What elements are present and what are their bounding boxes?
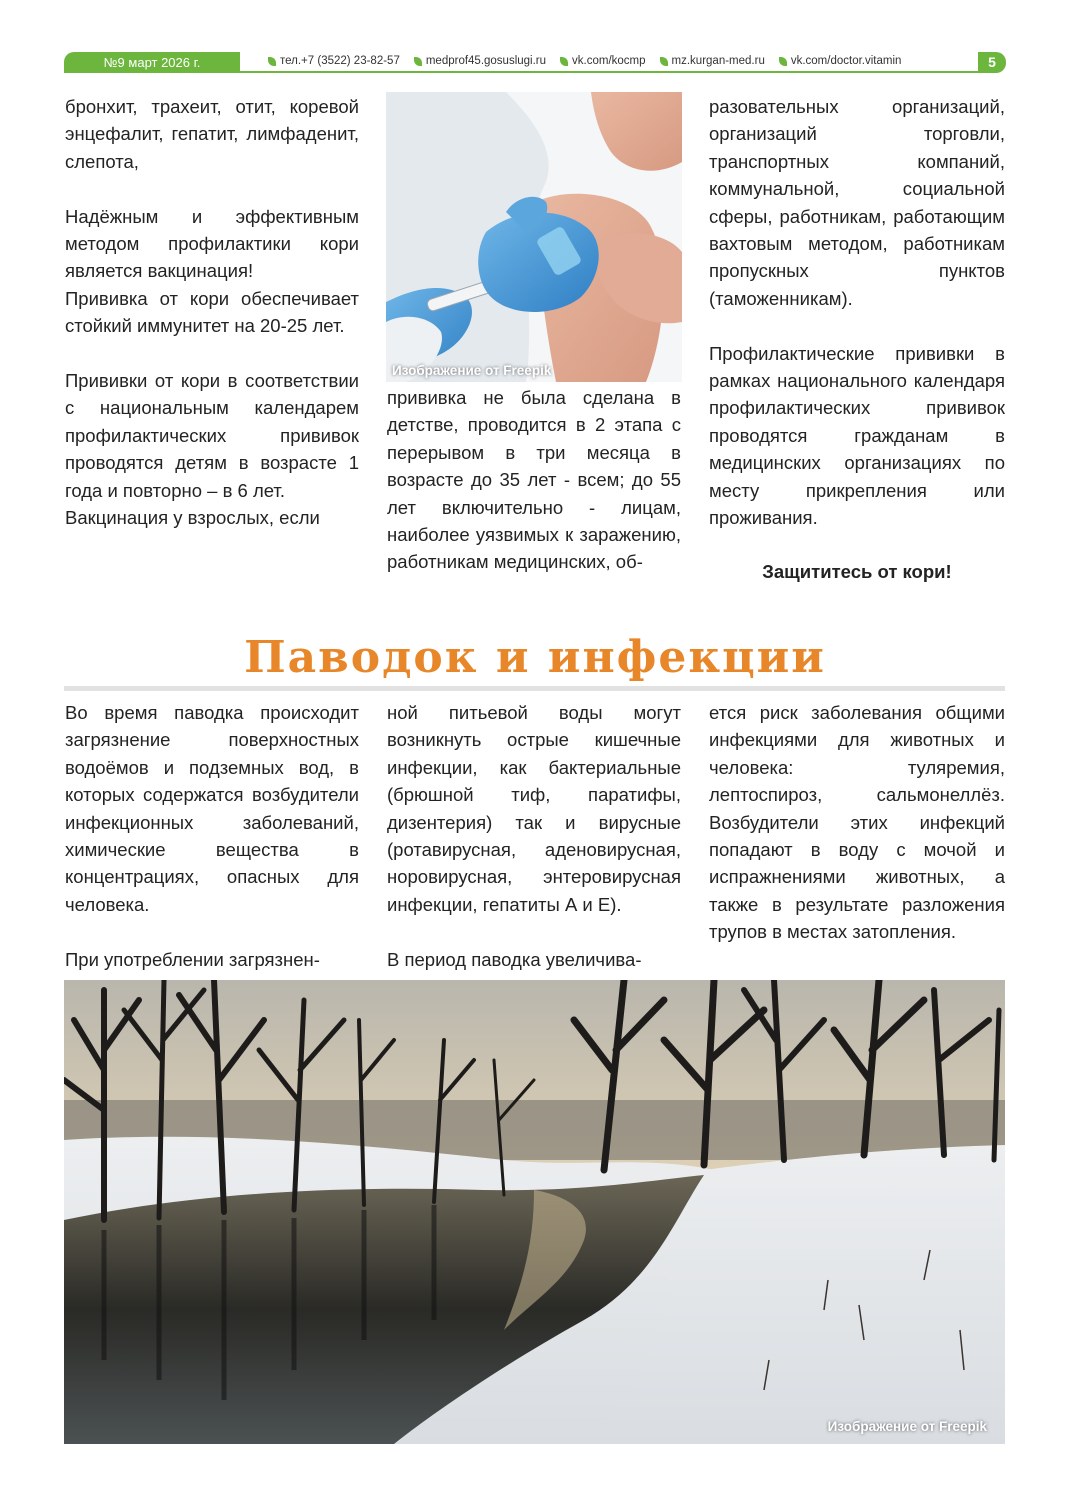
header-link-gosuslugi[interactable]: [414, 52, 546, 70]
flood-column-3: [709, 699, 1005, 946]
flood-column-2: [387, 699, 681, 973]
vaccination-photo: [386, 92, 682, 382]
issue-label: №9 март 2026 г.: [64, 52, 240, 73]
photo-credit: Изображение от Freepik: [827, 1419, 987, 1434]
header-links: [268, 52, 901, 70]
header-link-kurgan-med[interactable]: [660, 52, 765, 70]
paragraph: прививка не была сделана в детстве, проводится в 2 этапа с перерывом в три месяца в возрасте до 35 лет - всем; до 55 лет включительно - лицам, наиболее уязвимых к заражению, работникам медицинских, об-: [387, 387, 681, 573]
leaf-icon: [779, 57, 787, 66]
header-link-vk-kocmp[interactable]: [560, 52, 646, 70]
header-link-text: medprof45.gosuslugi.ru: [425, 55, 547, 67]
paragraph: Надёжным и эффективным методом профилактики кори является вакцинация!: [65, 205, 359, 282]
paragraph: ной питьевой воды могут возникнуть острые кишечные инфекции, как бактериальные (брюшной тиф, паратифы, дизентерия) так и вирусные (ротавирусная, аденовирусная, норовирусная, энтеровирусная инфекции, гепатиты А и Е).: [387, 702, 681, 915]
flood-column-1: [65, 699, 359, 973]
winter-river-photo: [64, 980, 1005, 1444]
header-link-text: mz.kurgan-med.ru: [671, 55, 765, 67]
leaf-icon: [268, 57, 276, 66]
paragraph: Вакцинация у взрослых, если: [65, 507, 320, 529]
measles-column-3: [709, 93, 1005, 586]
header-link-text: тел.+7 (3522) 23-82-57: [280, 55, 400, 67]
leaf-icon: [660, 57, 668, 66]
photo-credit: Изображение от Freepik: [392, 363, 552, 378]
leaf-icon: [414, 57, 422, 66]
header-link-text: vk.com/doctor.vitamin: [790, 55, 902, 67]
winter-river-illustration: [64, 980, 1005, 1444]
callout-text: Защититесь от кори!: [762, 561, 952, 583]
paragraph: бронхит, трахеит, отит, коревой энцефалит, гепатит, лимфаденит, слепота,: [65, 96, 359, 172]
paragraph: Прививка от кори обеспечивает стойкий иммунитет на 20-25 лет.: [65, 287, 359, 337]
section-title: Паводок и инфекции: [244, 632, 826, 683]
paragraph: В период паводка увеличива-: [387, 948, 642, 970]
measles-column-1: [65, 93, 359, 531]
paragraph: Профилактические прививки в рамках национального календаря профилактических прививок проводятся гражданам в медицинских организациях по месту прикрепления или проживания.: [709, 342, 1005, 529]
header-rule: [240, 71, 978, 73]
page-number: 5: [978, 52, 1006, 73]
paragraph: Прививки от кори в соответствии с национальным календарем профилактических прививок проводятся детям в возрасте 1 года и повторно – в 6 лет.: [65, 370, 359, 501]
header-link-phone[interactable]: [268, 52, 400, 70]
leaf-icon: [560, 57, 568, 66]
paragraph: ется риск заболевания общими инфекциями для животных и человека: туляремия, лептоспироз, сальмонеллёз. Возбудители этих инфекций попадают в воду с мочой и испражнениями животных, а также в результате разложения трупов в местах затопления.: [709, 702, 1005, 943]
paragraph: Во время паводка происходит загрязнение поверхностных водоёмов и подземных вод, в которых содержатся возбудители инфекционных заболеваний, химические вещества в концентрациях, опасных для человека.: [65, 702, 359, 915]
header-link-vk-doctor[interactable]: [779, 52, 902, 70]
paragraph: При употреблении загрязнен-: [65, 948, 320, 970]
paragraph: разовательных организаций, организаций торговли, транспортных компаний, коммунальной, социальной сферы, работникам, работающим вахтовым методом, работникам пропускных пунктов (таможенникам).: [709, 96, 1005, 309]
measles-column-2: [387, 384, 681, 576]
header-link-text: vk.com/kocmp: [572, 55, 646, 67]
section-divider: [64, 686, 1005, 691]
vaccination-illustration: [386, 92, 682, 382]
